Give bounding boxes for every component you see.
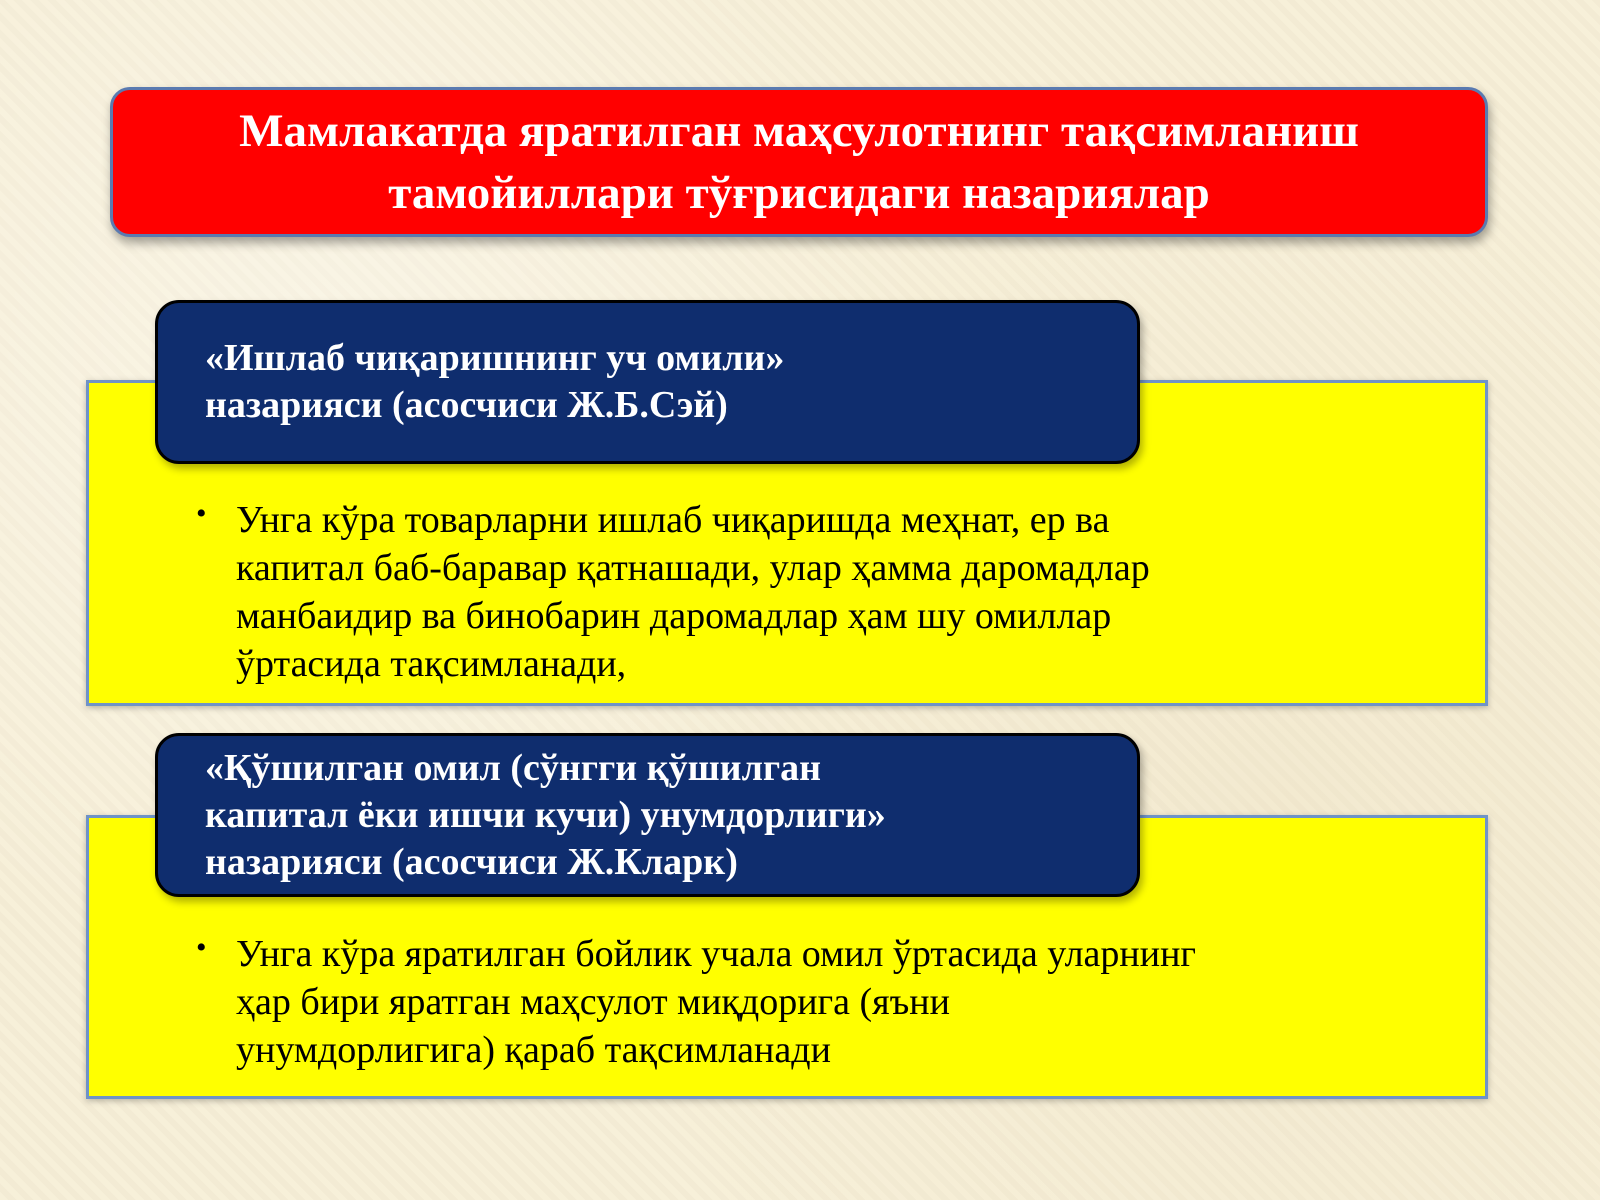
slide-title-box — [110, 87, 1488, 237]
theory-bullet-1 — [196, 496, 1396, 688]
theory-header-1-text: «Ишлаб чиқаришнинг уч омили» назарияси (асосчиси Ж.Б.Сэй) — [205, 337, 785, 426]
theory-bullet-2 — [196, 930, 1396, 1074]
theory-bullet-2-text: Унга кўра яратилган бойлик учала омил ўртасида уларнинг ҳар бири яратган маҳсулот миқдорига (яъни унумдорлигига) қараб тақсимланади — [236, 933, 1197, 1071]
slide-title: Мамлакатда яратилган маҳсулотнинг тақсимланиш тамойиллари тўғрисидаги назариялар — [239, 105, 1359, 219]
theory-header-1 — [155, 300, 1140, 464]
theory-header-2-text: «Қўшилган омил (сўнгги қўшилган капитал ёки ишчи кучи) унумдорлиги» назарияси (асосчиси Ж.Кларк) — [205, 746, 886, 883]
theory-bullet-1-text: Унга кўра товарларни ишлаб чиқаришда меҳнат, ер ва капитал баб-баравар қатнашади, улар ҳамма даромадлар манбаидир ва бинобарин даромадлар ҳам шу омиллар ўртасида тақсимланади, — [236, 499, 1150, 685]
bullet-icon: • — [196, 497, 207, 530]
theory-header-2 — [155, 733, 1140, 897]
bullet-icon: • — [196, 931, 207, 964]
